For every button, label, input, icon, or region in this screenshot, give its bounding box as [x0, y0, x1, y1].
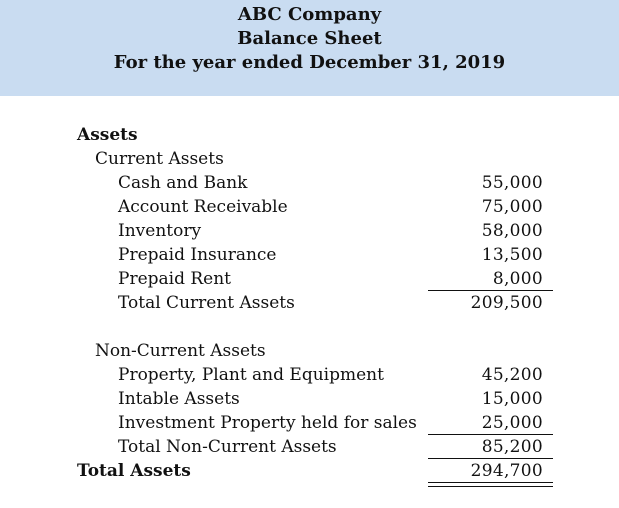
statement-period: For the year ended December 31, 2019: [113, 52, 506, 73]
line-item: [0, 172, 619, 196]
total-assets-row: [0, 460, 619, 484]
assets-heading-row: [0, 124, 619, 148]
line-item: [0, 412, 619, 436]
line-item-amount: 8,000: [492, 269, 543, 289]
non-current-assets-heading-row: [0, 340, 619, 364]
subtotal-rule: [428, 434, 553, 435]
total-current-assets-label: Total Current Assets: [118, 293, 295, 313]
assets-heading: Assets: [77, 125, 138, 145]
line-item: [0, 244, 619, 268]
line-item: [0, 196, 619, 220]
statement-header: [0, 0, 619, 96]
line-item-amount: 45,200: [481, 365, 543, 385]
line-item-label: Cash and Bank: [118, 173, 248, 193]
total-rule: [428, 458, 553, 459]
subtotal-rule: [428, 290, 553, 291]
line-item-label: Intable Assets: [118, 389, 240, 409]
line-item-amount: 25,000: [481, 413, 543, 433]
line-item: [0, 388, 619, 412]
line-item-label: Prepaid Insurance: [118, 245, 277, 265]
company-name: ABC Company: [237, 4, 382, 25]
line-item: [0, 364, 619, 388]
line-item: [0, 220, 619, 244]
total-non-current-assets-row: [0, 436, 619, 460]
line-item-label: Inventory: [118, 221, 202, 241]
total-assets-label: Total Assets: [77, 461, 191, 481]
line-item: [0, 268, 619, 292]
current-assets-heading-row: [0, 148, 619, 172]
total-current-assets-amount: 209,500: [470, 293, 543, 313]
line-item-amount: 15,000: [481, 389, 543, 409]
total-current-assets-row: [0, 292, 619, 316]
double-underline-top: [428, 482, 553, 483]
line-item-amount: 58,000: [481, 221, 543, 241]
non-current-assets-heading: Non-Current Assets: [95, 341, 266, 361]
line-item-amount: 13,500: [481, 245, 543, 265]
line-item-label: Property, Plant and Equipment: [118, 365, 384, 385]
total-non-current-assets-label: Total Non-Current Assets: [118, 437, 337, 457]
line-item-label: Investment Property held for sales: [118, 413, 417, 433]
line-item-label: Account Receivable: [118, 197, 288, 217]
line-item-amount: 55,000: [481, 173, 543, 193]
double-underline-bottom: [428, 486, 553, 487]
line-item-amount: 75,000: [481, 197, 543, 217]
line-item-label: Prepaid Rent: [118, 269, 232, 289]
current-assets-heading: Current Assets: [95, 149, 224, 169]
statement-title: Balance Sheet: [237, 28, 382, 49]
total-non-current-assets-amount: 85,200: [481, 437, 543, 457]
total-assets-amount: 294,700: [470, 461, 543, 481]
